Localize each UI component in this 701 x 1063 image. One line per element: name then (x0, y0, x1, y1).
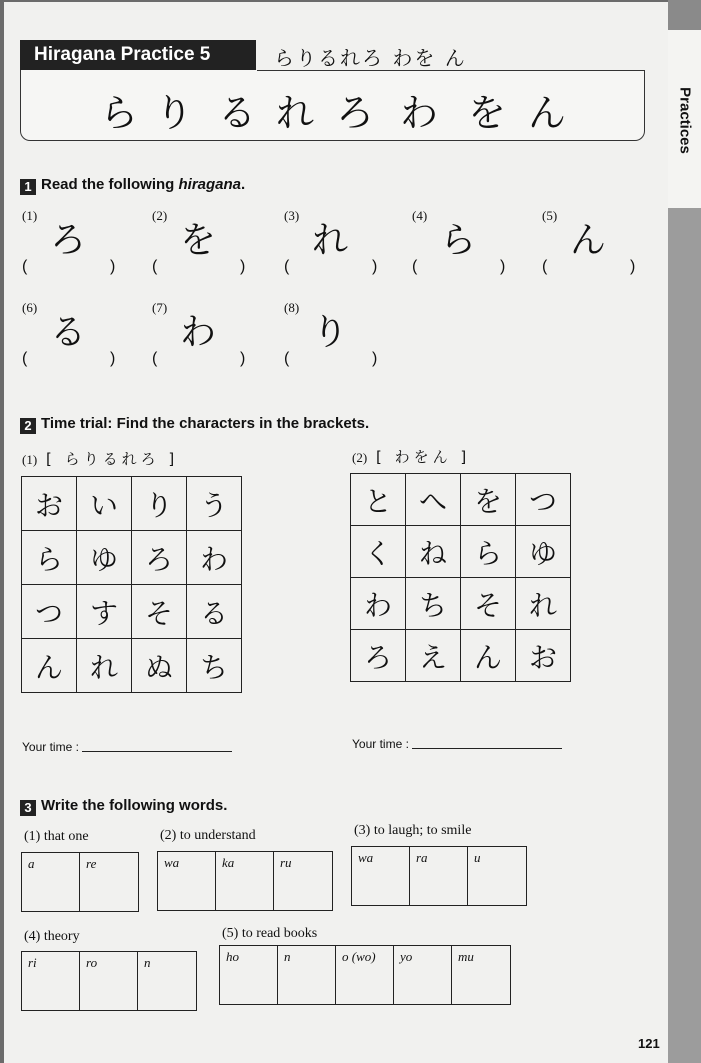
section2-title (20, 415, 369, 434)
grid-cell[interactable]: わ (187, 531, 242, 585)
item-number: (2) (152, 208, 168, 223)
word-cell-hint: ho (226, 949, 239, 964)
grid-cell[interactable]: う (187, 477, 242, 531)
section3-title (20, 797, 227, 816)
word-cell[interactable] (138, 952, 196, 1010)
grid-cell[interactable]: お (22, 477, 77, 531)
answer-paren-close: ) (110, 258, 116, 275)
grid-cell[interactable]: へ (406, 474, 461, 526)
word-box (351, 846, 527, 906)
word-box (21, 852, 139, 912)
grid2-label (352, 446, 470, 467)
word-cell[interactable] (80, 853, 138, 911)
word-cell[interactable] (468, 847, 526, 905)
item-kana: り (312, 312, 349, 353)
item-kana: ろ (50, 220, 87, 261)
answer-paren-open[interactable]: ( (152, 350, 158, 367)
grid-cell[interactable]: ろ (132, 531, 187, 585)
word-label: (4) theory (24, 929, 80, 944)
answer-paren-open[interactable]: ( (542, 258, 548, 275)
search-grid-1 (21, 476, 242, 693)
word-cell-hint: wa (358, 850, 374, 865)
word-cell-hint: n (284, 949, 291, 964)
header-char: れ (276, 91, 315, 135)
word-cell[interactable] (158, 852, 216, 910)
word-cell-hint: mu (458, 949, 474, 964)
header-badge: Hiragana Practice 5 (20, 40, 256, 70)
item-number: (3) (284, 208, 300, 223)
header-char: ら (100, 91, 139, 135)
answer-paren-open[interactable]: ( (284, 258, 290, 275)
item-kana: ん (570, 220, 607, 261)
item-number: (8) (284, 300, 300, 315)
item-number: (4) (412, 208, 428, 223)
grid-cell[interactable]: ね (406, 526, 461, 578)
your-time-line[interactable] (82, 751, 232, 752)
word-box (21, 951, 197, 1011)
section1-title-em: hiragana (178, 176, 242, 193)
grid-cell[interactable]: を (461, 474, 516, 526)
word-cell[interactable] (22, 853, 80, 911)
your-time-label: Your time : (352, 737, 409, 751)
word-cell-hint: ra (416, 850, 428, 865)
grid-cell[interactable]: と (351, 474, 406, 526)
grid-cell[interactable]: ぬ (132, 639, 187, 693)
grid-cell[interactable]: い (77, 477, 132, 531)
word-cell[interactable] (336, 946, 394, 1004)
answer-paren-open[interactable]: ( (284, 350, 290, 367)
grid2-label-text: [ わをん ] (375, 448, 471, 466)
word-cell[interactable] (452, 946, 510, 1004)
grid-cell[interactable]: え (406, 630, 461, 682)
section3-title-text: Write the following words. (41, 797, 228, 814)
grid-cell[interactable]: ら (461, 526, 516, 578)
word-cell[interactable] (220, 946, 278, 1004)
your-time-label: Your time : (22, 740, 79, 754)
grid-cell[interactable]: れ (516, 578, 571, 630)
word-box (219, 945, 511, 1005)
answer-paren-open[interactable]: ( (22, 258, 28, 275)
word-cell-hint: re (86, 856, 97, 871)
section1-title-end: . (241, 176, 246, 193)
header-kana: らりるれろ わを ん (274, 46, 467, 70)
answer-paren-open[interactable]: ( (412, 258, 418, 275)
grid-cell[interactable]: つ (22, 585, 77, 639)
grid-cell[interactable]: そ (132, 585, 187, 639)
grid-cell[interactable]: ん (461, 630, 516, 682)
your-time-2 (352, 737, 562, 751)
grid-cell[interactable]: く (351, 526, 406, 578)
word-cell-hint: ro (86, 955, 98, 970)
word-cell[interactable] (352, 847, 410, 905)
answer-paren-close: ) (372, 258, 378, 275)
page-edge-right (668, 208, 701, 1063)
answer-paren-close: ) (240, 258, 246, 275)
word-cell-hint: n (144, 955, 151, 970)
word-label: (2) to understand (160, 828, 256, 843)
section1-title-text: Read the following (41, 176, 179, 193)
word-label: (3) to laugh; to smile (354, 823, 472, 838)
section-number: 1 (20, 179, 36, 195)
header-illustrated-chars (100, 82, 580, 135)
word-box (157, 851, 333, 911)
word-cell-hint: yo (400, 949, 413, 964)
word-cell-hint: wa (164, 855, 180, 870)
grid1-label (22, 448, 178, 469)
grid2-label-num: (2) (352, 450, 368, 465)
grid-cell[interactable]: ち (406, 578, 461, 630)
your-time-line[interactable] (412, 748, 562, 749)
search-grid-2 (350, 473, 571, 682)
word-cell-hint: o (wo) (342, 949, 376, 964)
grid-cell[interactable]: れ (77, 639, 132, 693)
page-edge-top (668, 0, 701, 30)
word-label: (1) that one (24, 829, 89, 844)
item-kana: を (180, 220, 217, 261)
grid-cell[interactable]: ゆ (77, 531, 132, 585)
item-kana: れ (312, 220, 349, 261)
section1-title (20, 176, 245, 195)
word-cell[interactable] (410, 847, 468, 905)
answer-paren-close: ) (500, 258, 506, 275)
grid1-label-text: [ らりるれろ ] (45, 450, 179, 468)
grid-cell[interactable]: ら (22, 531, 77, 585)
item-kana: ら (440, 220, 477, 261)
word-cell[interactable] (278, 946, 336, 1004)
grid1-label-num: (1) (22, 452, 38, 467)
word-cell-hint: u (474, 850, 481, 865)
grid-cell[interactable]: ろ (351, 630, 406, 682)
answer-paren-close: ) (240, 350, 246, 367)
section-number: 2 (20, 418, 36, 434)
answer-paren-open[interactable]: ( (22, 350, 28, 367)
grid-cell[interactable]: つ (516, 474, 571, 526)
grid-cell[interactable]: そ (461, 578, 516, 630)
section2-title-text: Time trial: Find the characters in the brackets. (41, 415, 370, 432)
header-char: り (155, 91, 194, 135)
word-cell-hint: ri (28, 955, 37, 970)
answer-paren-close: ) (110, 350, 116, 367)
grid-cell[interactable]: ゆ (516, 526, 571, 578)
grid-cell[interactable]: る (187, 585, 242, 639)
section-number: 3 (20, 800, 36, 816)
grid-cell[interactable]: り (132, 477, 187, 531)
header-char: る (218, 91, 257, 135)
word-cell[interactable] (394, 946, 452, 1004)
your-time-1 (22, 740, 232, 754)
side-tab-label (670, 70, 700, 170)
word-cell-hint: a (28, 856, 35, 871)
word-cell[interactable] (80, 952, 138, 1010)
header-char: ん (528, 91, 567, 135)
item-number: (1) (22, 208, 38, 223)
item-number: (6) (22, 300, 38, 315)
header-char: ろ (336, 91, 375, 135)
item-kana: わ (180, 312, 217, 353)
side-tab-text: Practices (676, 87, 694, 154)
item-number: (7) (152, 300, 168, 315)
word-cell[interactable] (22, 952, 80, 1010)
answer-paren-open[interactable]: ( (152, 258, 158, 275)
item-kana: る (50, 312, 87, 353)
answer-paren-close: ) (372, 350, 378, 367)
grid-cell[interactable]: わ (351, 578, 406, 630)
grid-cell[interactable]: ち (187, 639, 242, 693)
answer-paren-close: ) (630, 258, 636, 275)
word-label: (5) to read books (222, 926, 318, 941)
grid-cell[interactable]: す (77, 585, 132, 639)
word-cell[interactable] (274, 852, 332, 910)
grid-cell[interactable]: お (516, 630, 571, 682)
page-number: 121 (638, 1036, 660, 1051)
grid-cell[interactable]: ん (22, 639, 77, 693)
word-cell-hint: ru (280, 855, 292, 870)
header-char: わ (400, 91, 439, 135)
header-char: を (468, 91, 507, 135)
word-cell-hint: ka (222, 855, 235, 870)
word-cell[interactable] (216, 852, 274, 910)
item-number: (5) (542, 208, 558, 223)
